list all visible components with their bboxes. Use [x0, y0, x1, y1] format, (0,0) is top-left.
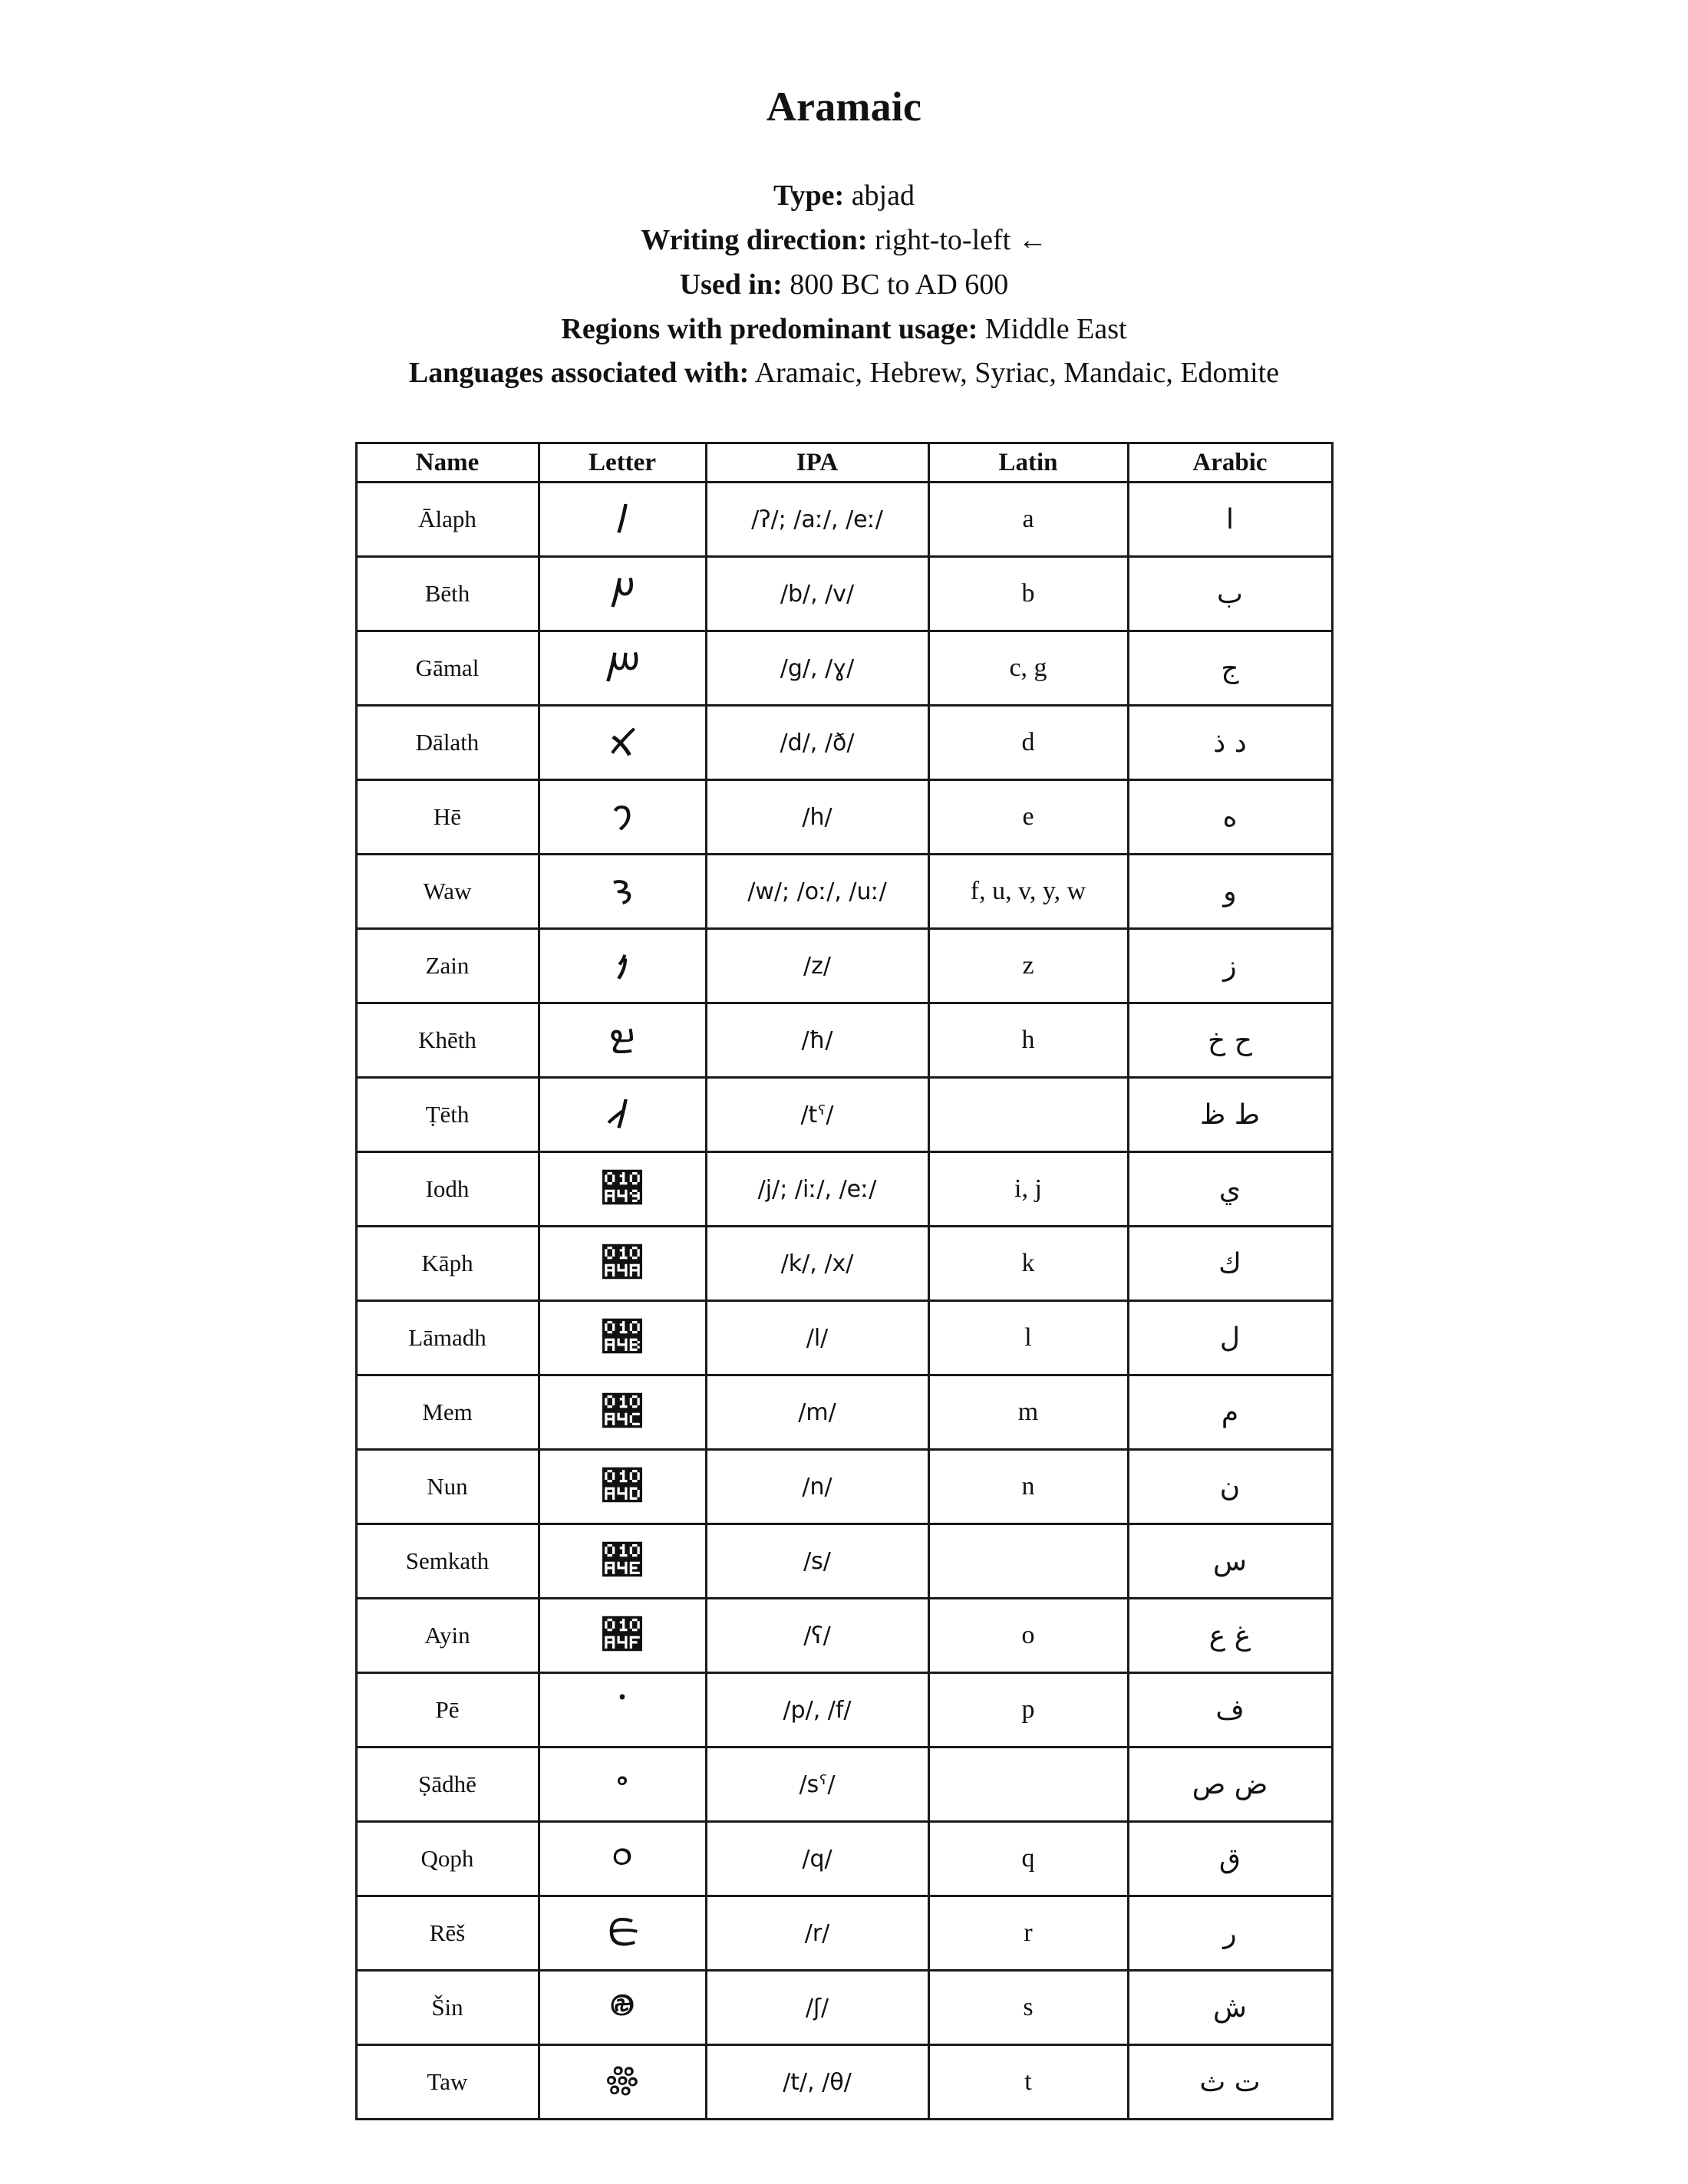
letter-name-cell: Gāmal	[356, 631, 539, 706]
letter-ipa-cell: /ʃ/	[706, 1971, 928, 2045]
letter-arabic-cell: ا	[1128, 483, 1332, 557]
meta-label: Languages associated with:	[408, 357, 750, 390]
table-row	[356, 1524, 1332, 1599]
table-row	[356, 1003, 1332, 1078]
letter-arabic-cell: ب	[1128, 557, 1332, 631]
letter-arabic-cell: م	[1128, 1375, 1332, 1450]
letter-latin-cell	[928, 1524, 1128, 1599]
letter-name-cell: Waw	[356, 855, 539, 929]
table-body	[356, 483, 1332, 2120]
column-header-latin: Latin	[928, 443, 1128, 483]
letter-arabic-cell: ر	[1128, 1896, 1332, 1971]
letter-ipa-cell: /tˤ/	[706, 1078, 928, 1152]
table-row	[356, 1078, 1332, 1152]
letter-glyph-cell: 𐩃	[539, 706, 706, 780]
table-header-row	[356, 443, 1332, 483]
letter-arabic-cell: ن	[1128, 1450, 1332, 1524]
letter-ipa-cell: /ʔ/; /aː/, /eː/	[706, 483, 928, 557]
letter-glyph-cell: 𐩆	[539, 929, 706, 1003]
letter-glyph-cell: 𐩀	[539, 483, 706, 557]
letter-ipa-cell: /j/; /iː/, /eː/	[706, 1152, 928, 1227]
letter-glyph-cell: 𐩋	[539, 1301, 706, 1375]
letter-name-cell: Lāmadh	[356, 1301, 539, 1375]
meta-row-regions	[0, 308, 1688, 352]
letter-glyph-cell: 𐩊	[539, 1227, 706, 1301]
letter-arabic-cell: ي	[1128, 1152, 1332, 1227]
letter-ipa-cell: /h/	[706, 780, 928, 855]
letter-latin-cell: s	[928, 1971, 1128, 2045]
meta-row-writing-direction	[0, 219, 1688, 263]
letter-glyph-cell: 𐩌	[539, 1375, 706, 1450]
letter-glyph-cell: 𐩂	[539, 631, 706, 706]
letter-glyph-cell: 𐩎	[539, 1524, 706, 1599]
letter-name-cell: Pē	[356, 1673, 539, 1748]
letter-latin-cell: r	[928, 1896, 1128, 1971]
letter-name-cell: Rēš	[356, 1896, 539, 1971]
table-row	[356, 1971, 1332, 2045]
letter-latin-cell	[928, 1078, 1128, 1152]
letter-latin-cell: k	[928, 1227, 1128, 1301]
letter-latin-cell: a	[928, 483, 1128, 557]
letter-arabic-cell: ك	[1128, 1227, 1332, 1301]
letter-glyph-cell: 𐩄	[539, 780, 706, 855]
letter-glyph-cell: 𐩈	[539, 1078, 706, 1152]
letter-name-cell: Dālath	[356, 706, 539, 780]
table-row	[356, 631, 1332, 706]
letter-ipa-cell: /g/, /ɣ/	[706, 631, 928, 706]
table-row	[356, 855, 1332, 929]
page-title: Aramaic	[766, 84, 922, 130]
letter-name-cell: Ṣādhē	[356, 1748, 539, 1822]
letter-ipa-cell: /z/	[706, 929, 928, 1003]
letter-glyph-cell: 𐩏	[539, 1599, 706, 1673]
column-header-letter: Letter	[539, 443, 706, 483]
letter-latin-cell: d	[928, 706, 1128, 780]
letter-name-cell: Ālaph	[356, 483, 539, 557]
letter-ipa-cell: /p/, /f/	[706, 1673, 928, 1748]
letter-latin-cell: t	[928, 2045, 1128, 2120]
letter-latin-cell: q	[928, 1822, 1128, 1896]
letter-glyph-cell: 𐩉	[539, 1152, 706, 1227]
letter-latin-cell: b	[928, 557, 1128, 631]
meta-label: Used in:	[679, 268, 783, 301]
column-header-ipa: IPA	[706, 443, 928, 483]
meta-value: abjad	[851, 180, 915, 212]
letter-ipa-cell: /t/, /θ/	[706, 2045, 928, 2120]
letter-arabic-cell: ح خ	[1128, 1003, 1332, 1078]
table-row	[356, 1673, 1332, 1748]
table-row	[356, 1748, 1332, 1822]
table-row	[356, 1301, 1332, 1375]
letter-name-cell: Qoph	[356, 1822, 539, 1896]
letter-ipa-cell: /w/; /oː/, /uː/	[706, 855, 928, 929]
letter-latin-cell: i, j	[928, 1152, 1128, 1227]
table-row	[356, 1599, 1332, 1673]
letter-arabic-cell: ه	[1128, 780, 1332, 855]
letter-name-cell: Hē	[356, 780, 539, 855]
letter-latin-cell: o	[928, 1599, 1128, 1673]
meta-row-type	[0, 174, 1688, 219]
letter-ipa-cell: /sˤ/	[706, 1748, 928, 1822]
letter-glyph-cell: 𐩁	[539, 557, 706, 631]
letter-arabic-cell: ف	[1128, 1673, 1332, 1748]
letter-ipa-cell: /b/, /v/	[706, 557, 928, 631]
letter-latin-cell: f, u, v, y, w	[928, 855, 1128, 929]
letter-name-cell: Iodh	[356, 1152, 539, 1227]
meta-value: 800 BC to AD 600	[790, 268, 1009, 301]
meta-value: Aramaic, Hebrew, Syriac, Mandaic, Edomite	[754, 357, 1280, 390]
table-row	[356, 483, 1332, 557]
letter-arabic-cell: د ذ	[1128, 706, 1332, 780]
meta-label: Regions with predominant usage:	[561, 312, 978, 345]
letter-glyph-cell: 𐩍	[539, 1450, 706, 1524]
table-row	[356, 1152, 1332, 1227]
meta-row-used-in	[0, 263, 1688, 308]
letter-ipa-cell: /ħ/	[706, 1003, 928, 1078]
table-row	[356, 706, 1332, 780]
table-row	[356, 1450, 1332, 1524]
meta-value: right-to-left ←	[874, 224, 1047, 257]
letter-latin-cell	[928, 1748, 1128, 1822]
table-row	[356, 929, 1332, 1003]
meta-label: Writing direction:	[641, 224, 868, 257]
letter-glyph-cell: 𐩇	[539, 1003, 706, 1078]
table-row	[356, 1822, 1332, 1896]
letter-latin-cell: p	[928, 1673, 1128, 1748]
letter-glyph-cell: 𐩒	[539, 1822, 706, 1896]
table-row	[356, 1896, 1332, 1971]
letter-ipa-cell: /r/	[706, 1896, 928, 1971]
letter-name-cell: Mem	[356, 1375, 539, 1450]
letter-arabic-cell: ط ظ	[1128, 1078, 1332, 1152]
table-row	[356, 557, 1332, 631]
letter-name-cell: Khēth	[356, 1003, 539, 1078]
letter-latin-cell: c, g	[928, 631, 1128, 706]
letter-name-cell: Bēth	[356, 557, 539, 631]
letter-arabic-cell: و	[1128, 855, 1332, 929]
alphabet-table-container	[0, 442, 1688, 2120]
table-row	[356, 1375, 1332, 1450]
letter-ipa-cell: /l/	[706, 1301, 928, 1375]
letter-name-cell: Semkath	[356, 1524, 539, 1599]
letter-ipa-cell: /s/	[706, 1524, 928, 1599]
letter-latin-cell: n	[928, 1450, 1128, 1524]
letter-glyph-cell: 𐩓	[539, 1896, 706, 1971]
letter-name-cell: Ayin	[356, 1599, 539, 1673]
letter-arabic-cell: ج	[1128, 631, 1332, 706]
letter-latin-cell: m	[928, 1375, 1128, 1450]
letter-glyph-cell: 𐩑	[539, 1748, 706, 1822]
letter-name-cell: Nun	[356, 1450, 539, 1524]
letter-arabic-cell: ش	[1128, 1971, 1332, 2045]
meta-row-languages	[0, 351, 1688, 396]
letter-ipa-cell: /d/, /ð/	[706, 706, 928, 780]
letter-ipa-cell: /m/	[706, 1375, 928, 1450]
column-header-name: Name	[356, 443, 539, 483]
table-row	[356, 1227, 1332, 1301]
letter-ipa-cell: /q/	[706, 1822, 928, 1896]
letter-name-cell: Taw	[356, 2045, 539, 2120]
letter-name-cell: Kāph	[356, 1227, 539, 1301]
letter-arabic-cell: غ ع	[1128, 1599, 1332, 1673]
letter-name-cell: Ṭēth	[356, 1078, 539, 1152]
letter-arabic-cell: ض ص	[1128, 1748, 1332, 1822]
letter-glyph-cell: 𐩕	[539, 2045, 706, 2120]
letter-ipa-cell: /k/, /x/	[706, 1227, 928, 1301]
letter-latin-cell: l	[928, 1301, 1128, 1375]
meta-value: Middle East	[984, 312, 1127, 345]
letter-glyph-cell: 𐩔	[539, 1971, 706, 2045]
letter-glyph-cell: 𐩐	[539, 1673, 706, 1748]
letter-arabic-cell: ل	[1128, 1301, 1332, 1375]
letter-arabic-cell: س	[1128, 1524, 1332, 1599]
column-header-arabic: Arabic	[1128, 443, 1332, 483]
alphabet-table	[355, 442, 1334, 2120]
table-header	[356, 443, 1332, 483]
table-row	[356, 2045, 1332, 2120]
script-metadata	[0, 174, 1688, 396]
letter-ipa-cell: /ʕ/	[706, 1599, 928, 1673]
letter-arabic-cell: ق	[1128, 1822, 1332, 1896]
letter-latin-cell: e	[928, 780, 1128, 855]
letter-ipa-cell: /n/	[706, 1450, 928, 1524]
table-row	[356, 780, 1332, 855]
letter-arabic-cell: ز	[1128, 929, 1332, 1003]
letter-arabic-cell: ت ث	[1128, 2045, 1332, 2120]
meta-label: Type:	[773, 180, 845, 212]
letter-name-cell: Zain	[356, 929, 539, 1003]
letter-name-cell: Šin	[356, 1971, 539, 2045]
letter-glyph-cell: 𐩅	[539, 855, 706, 929]
letter-latin-cell: z	[928, 929, 1128, 1003]
letter-latin-cell: h	[928, 1003, 1128, 1078]
